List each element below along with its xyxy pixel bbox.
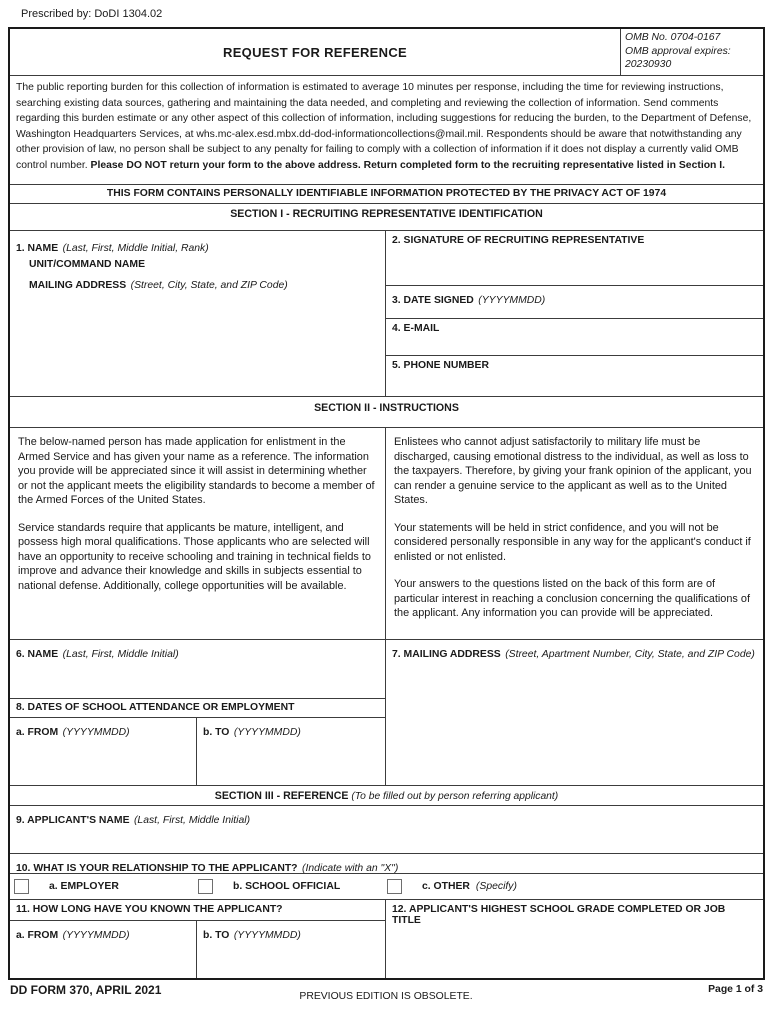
form-number: DD FORM 370, APRIL 2021: [10, 983, 162, 997]
field8a-cell: [10, 718, 197, 785]
field8a-label: a. FROM: [16, 727, 59, 738]
field8-label: 8. DATES OF SCHOOL ATTENDANCE OR EMPLOYMENT: [10, 699, 385, 718]
other-hint: (Specify): [475, 881, 517, 892]
field11b-label-line: [203, 925, 379, 943]
omb-expires-label: OMB approval expires:: [625, 45, 731, 57]
other-label: c. OTHER: [422, 881, 470, 892]
edition-note: PREVIOUS EDITION IS OBSOLETE.: [299, 991, 473, 1002]
field8-dates-row: [10, 718, 385, 785]
field7-hint: (Street, Apartment Number, City, State, and ZIP Code): [505, 649, 755, 660]
applicant-name6-input-area[interactable]: [16, 662, 379, 694]
privacy-banner: THIS FORM CONTAINS PERSONALLY IDENTIFIABLE INFORMATION PROTECTED BY THE PRIVACY ACT OF 1974: [10, 184, 763, 203]
school-to-input-area[interactable]: [203, 740, 379, 781]
instructions-paragraph: Enlistees who cannot adjust satisfactorily to military life must be discharged, causing emotional distress to the individual, as well as loss to the taxpayers. Therefore, by giving your frank opinion of the applicant, you can render a genuine service to the applicant as well as to the United States.: [394, 436, 752, 506]
applicant-fields-block: [10, 639, 763, 785]
field7-label: 7. MAILING ADDRESS: [392, 649, 501, 660]
section1-right-column: [386, 231, 763, 396]
field8b-hint: (YYYYMMDD): [233, 727, 301, 738]
field6-hint: (Last, First, Middle Initial): [62, 649, 179, 660]
omb-number: OMB No. 0704-0167: [625, 32, 721, 43]
instructions-right-column: [386, 428, 763, 639]
omb-box: [620, 29, 763, 75]
field6-label-line: [16, 644, 379, 662]
field12-label: 12. APPLICANT'S HIGHEST SCHOOL GRADE COMPLETED OR JOB TITLE: [392, 904, 726, 926]
field9-cell: [10, 805, 763, 853]
field11-cell: [10, 900, 386, 978]
prescribed-by-note: Prescribed by: DoDI 1304.02: [21, 8, 163, 20]
burden-statement: [10, 75, 763, 184]
field7-label-line: [392, 644, 757, 662]
field3-label-line: [392, 290, 757, 308]
field6-label: 6. NAME: [16, 649, 59, 660]
field8b-cell: [197, 718, 385, 785]
field11a-label: a. FROM: [16, 930, 59, 941]
recruiter-name-input-area[interactable]: [16, 295, 379, 391]
section1-fields: [10, 230, 763, 396]
email-input-area[interactable]: [392, 334, 757, 351]
form-body: [8, 27, 765, 980]
field10-question: [10, 853, 763, 873]
field2-label: 2. SIGNATURE OF RECRUITING REPRESENTATIVE: [392, 235, 645, 246]
field10-options-row: [10, 873, 763, 899]
known-from-input-area[interactable]: [16, 943, 190, 974]
phone-input-area[interactable]: [392, 371, 757, 392]
instructions-paragraph: Your answers to the questions listed on the back of this form are of particular interest in reaching a conclusion concerning the qualifications of the applicant. Any information you can provide will be appreciated.: [394, 578, 750, 619]
field7-cell: [386, 640, 763, 785]
field4-label: 4. E-MAIL: [392, 323, 440, 334]
field11a-hint: (YYYYMMDD): [62, 930, 130, 941]
field1-address-line: [16, 273, 379, 295]
field8a-label-line: [16, 722, 190, 740]
field8a-hint: (YYYYMMDD): [62, 727, 130, 738]
instructions-block: [10, 427, 763, 639]
field1-hint: (Last, First, Middle Initial, Rank): [62, 243, 209, 254]
burden-text: The public reporting burden for this collection of information is estimated to average 10 minutes per response, including the time for reviewing instructions, searching existing data sources, gathering and maintaining the data needed, and completing and reviewing the collection of information. Send comments regarding this burden estimate or any other aspect of this collection of information, including suggestions for reducing the burden, to the Department of Defense, Washington Headquarters Services, at whs.mc-alex.esd.mbx.dd-dod-informationcollections@mail.mil. Respondents should be aware that notwithstanding any other provision of law, no person shall be subject to any penalty for failing to comply with a collection of information if it does not display a currently valid OMB control number.: [16, 82, 752, 172]
field3-cell: [386, 286, 763, 319]
form-title: REQUEST FOR REFERENCE: [223, 44, 407, 60]
field10-label: 10. WHAT IS YOUR RELATIONSHIP TO THE APPLICANT?: [16, 863, 298, 874]
field12-cell: [386, 900, 763, 978]
field11-dates-row: [10, 921, 385, 978]
section3-subtitle: (To be filled out by person referring applicant): [351, 791, 559, 802]
other-checkbox[interactable]: [387, 879, 402, 894]
page-indicator: Page 1 of 3: [708, 984, 763, 995]
field11a-cell: [10, 921, 197, 978]
section2-header: SECTION II - INSTRUCTIONS: [10, 396, 763, 427]
field11b-hint: (YYYYMMDD): [233, 930, 301, 941]
school-official-option: [194, 874, 383, 899]
instructions-paragraph: The below-named person has made application for enlistment in the Armed Service and has given your name as a reference. The information you provide will be appreciated since it will assist in determining whether or not the applicant meets the eligibility standards to become a member of the Armed Forces of the United States.: [18, 436, 375, 506]
field1-mailing-hint: (Street, City, State, and ZIP Code): [130, 279, 288, 291]
field9-label-line: [16, 810, 757, 828]
date-signed-input-area[interactable]: [392, 308, 757, 314]
other-option: [383, 874, 763, 899]
field8b-label-line: [203, 722, 379, 740]
field1-unit-label: UNIT/COMMAND NAME: [29, 259, 146, 271]
school-official-label: b. SCHOOL OFFICIAL: [233, 881, 341, 892]
field10-hint: (Indicate with an "X"): [301, 863, 399, 874]
school-official-checkbox[interactable]: [198, 879, 213, 894]
known-to-input-area[interactable]: [203, 943, 379, 974]
section3-header: [10, 785, 763, 805]
field11a-label-line: [16, 925, 190, 943]
field1-mailing-label: MAILING ADDRESS: [29, 279, 127, 291]
employer-option: [10, 874, 194, 899]
applicant-name9-input-area[interactable]: [16, 828, 757, 849]
field9-label: 9. APPLICANT'S NAME: [16, 815, 130, 826]
mailing-address-input-area[interactable]: [392, 662, 757, 781]
field1-label-line: [16, 236, 379, 258]
field8b-label: b. TO: [203, 727, 230, 738]
field5-cell: [386, 356, 763, 396]
page-footer: [0, 982, 772, 1012]
instructions-paragraph: Your statements will be held in strict confidence, and you will not be considered personally responsible in any way for the applicant's conduct if enlisted or not enlisted.: [394, 521, 751, 563]
field11-label: 11. HOW LONG HAVE YOU KNOWN THE APPLICANT?: [10, 900, 385, 921]
signature-input-area[interactable]: [392, 246, 757, 281]
field1-label: 1. NAME: [16, 243, 59, 254]
instructions-left-column: [10, 428, 386, 639]
employer-label: a. EMPLOYER: [49, 881, 119, 892]
field3-label: 3. DATE SIGNED: [392, 295, 474, 306]
field5-label: 5. PHONE NUMBER: [392, 360, 489, 371]
field3-hint: (YYYYMMDD): [478, 295, 546, 306]
field2-cell: [386, 231, 763, 286]
field11b-label: b. TO: [203, 930, 230, 941]
burden-bold-text: Please DO NOT return your form to the above address. Return completed form to the recruiting representative listed in Section I.: [90, 160, 726, 172]
applicant-left-column: [10, 640, 386, 785]
field11b-cell: [197, 921, 385, 978]
field4-cell: [386, 319, 763, 356]
grade-job-title-input-area[interactable]: [392, 926, 757, 974]
section1-header: SECTION I - RECRUITING REPRESENTATIVE IDENTIFICATION: [10, 203, 763, 230]
employer-checkbox[interactable]: [14, 879, 29, 894]
omb-expires-date: 20230930: [625, 59, 672, 71]
field6-cell: [10, 640, 385, 699]
known-grade-block: [10, 899, 763, 978]
field9-hint: (Last, First, Middle Initial): [133, 815, 251, 826]
instructions-paragraph: Service standards require that applicants be mature, intelligent, and possess high moral qualifications. Those applicants who are selected will have an opportunity to receive schooling and training in technical fields to improve and advance their knowledge and skills in subjects essential to national defense. Additionally, college opportunities will be available.: [18, 521, 371, 592]
field1-cell: [10, 231, 386, 396]
title-row: [10, 29, 763, 75]
section3-title: SECTION III - REFERENCE: [214, 790, 349, 802]
school-from-input-area[interactable]: [16, 740, 190, 781]
